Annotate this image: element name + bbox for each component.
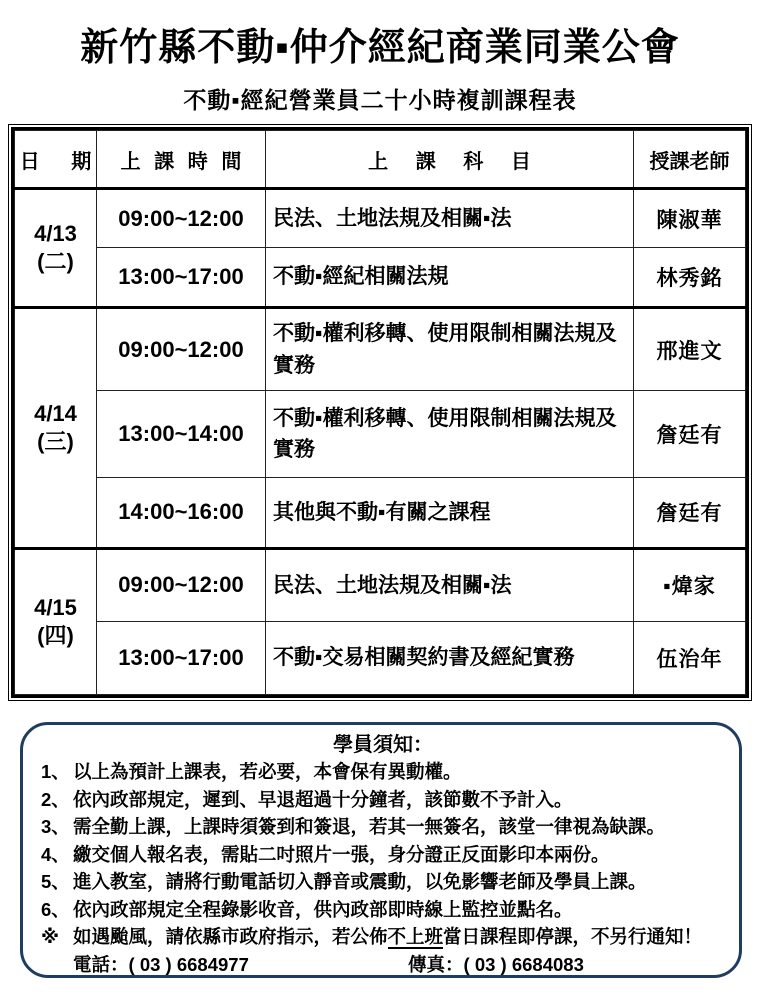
course-row bbox=[15, 391, 746, 478]
column-header-time: 上 課 時 間 bbox=[97, 131, 266, 189]
time-cell: 14:00~16:00 bbox=[97, 477, 266, 548]
course-row bbox=[15, 548, 746, 621]
teacher-cell: 邢進文 bbox=[634, 307, 746, 390]
teacher-cell: 林秀銘 bbox=[634, 248, 746, 307]
notice-item-number: 5、 bbox=[41, 871, 70, 892]
teacher-cell: 陳淑華 bbox=[634, 189, 746, 248]
table-header-row bbox=[15, 131, 746, 189]
notice-item bbox=[41, 896, 725, 924]
subject-cell: 不動▪經紀相關法規 bbox=[266, 248, 634, 307]
fax-label: 傳真： bbox=[408, 953, 464, 975]
notice-item-text: 以上為預計上課表，若必要，本會保有異動權。 bbox=[73, 761, 462, 782]
time-cell: 09:00~12:00 bbox=[97, 548, 266, 621]
notice-item-text: 進入教室，請將行動電話切入靜音或震動，以免影響老師及學員上課。 bbox=[73, 871, 647, 892]
date-cell bbox=[15, 189, 97, 308]
notice-item bbox=[41, 758, 725, 786]
teacher-cell: 詹廷有 bbox=[634, 477, 746, 548]
student-notice-box bbox=[20, 722, 742, 978]
weekday-value: (四) bbox=[37, 622, 74, 648]
column-header-date: 日 期 bbox=[15, 131, 97, 189]
notice-item-number: 4、 bbox=[41, 843, 70, 865]
date-value: 4/13 bbox=[34, 221, 77, 247]
page-title: 新竹縣不動▪仲介經紀商業同業公會 bbox=[80, 27, 680, 69]
time-cell: 13:00~17:00 bbox=[97, 621, 266, 694]
teacher-cell: 詹廷有 bbox=[634, 391, 746, 478]
teacher-cell: 伍治年 bbox=[634, 621, 746, 694]
subject-cell: 不動▪權利移轉、使用限制相關法規及實務 bbox=[266, 391, 634, 478]
course-row bbox=[15, 477, 746, 548]
underlined-text: 不上班 bbox=[387, 926, 444, 947]
notice-title: 學員須知： bbox=[333, 734, 433, 756]
date-cell bbox=[15, 307, 97, 548]
subject-cell: 民法、土地法規及相關▪法 bbox=[266, 548, 634, 621]
subject-cell: 民法、土地法規及相關▪法 bbox=[266, 189, 634, 248]
page-subtitle: 不動▪經紀營業員二十小時複訓課程表 bbox=[183, 87, 577, 113]
notice-item-text: 依內政部規定，遲到、早退超過十分鐘者，該節數不予計入。 bbox=[73, 788, 573, 810]
notice-item-number: 2、 bbox=[41, 788, 70, 810]
time-cell: 09:00~12:00 bbox=[97, 189, 266, 248]
weekday-value: (三) bbox=[37, 428, 74, 454]
phone-label: 電話： bbox=[73, 953, 129, 975]
notice-item bbox=[41, 923, 725, 951]
contact-line bbox=[73, 951, 725, 979]
time-cell: 09:00~12:00 bbox=[97, 307, 266, 390]
schedule-table-frame bbox=[8, 124, 752, 701]
notice-item-number: 6、 bbox=[41, 898, 70, 920]
notice-item bbox=[41, 868, 725, 896]
notice-item-text: 依內政部規定全程錄影收音，供內政部即時線上監控並點名。 bbox=[73, 898, 573, 920]
notice-item bbox=[41, 786, 725, 814]
notice-item-text: 需全勤上課，上課時須簽到和簽退，若其一無簽名，該堂一律視為缺課。 bbox=[73, 816, 666, 837]
notice-item-list bbox=[41, 758, 725, 951]
subject-cell: 其他與不動▪有關之課程 bbox=[266, 477, 634, 548]
time-cell: 13:00~14:00 bbox=[97, 391, 266, 478]
notice-item-number: ※ bbox=[41, 926, 59, 947]
course-row bbox=[15, 621, 746, 694]
date-cell bbox=[15, 548, 97, 694]
notice-item bbox=[41, 813, 725, 841]
notice-item-number: 1、 bbox=[41, 761, 70, 782]
subject-cell: 不動▪權利移轉、使用限制相關法規及實務 bbox=[266, 307, 634, 390]
teacher-cell: ▪煒家 bbox=[634, 548, 746, 621]
phone-number: ( 03 ) 6684977 bbox=[128, 953, 249, 975]
column-header-subject: 上 課 科 目 bbox=[266, 131, 634, 189]
notice-item bbox=[41, 841, 725, 869]
notice-item-number: 3、 bbox=[41, 816, 70, 837]
course-row bbox=[15, 189, 746, 248]
fax-number: ( 03 ) 6684083 bbox=[463, 953, 584, 975]
column-header-teacher: 授課老師 bbox=[634, 131, 746, 189]
date-value: 4/15 bbox=[34, 595, 77, 621]
course-schedule-table bbox=[14, 130, 746, 695]
fax-entry bbox=[408, 951, 725, 979]
phone-entry bbox=[73, 951, 408, 979]
time-cell: 13:00~17:00 bbox=[97, 248, 266, 307]
course-row bbox=[15, 307, 746, 390]
weekday-value: (二) bbox=[37, 248, 74, 274]
notice-item-text: 如遇颱風，請依縣市政府指示，若公佈不上班當日課程即停課，不另行通知！ bbox=[73, 926, 703, 947]
subject-cell: 不動▪交易相關契約書及經紀實務 bbox=[266, 621, 634, 694]
course-row bbox=[15, 248, 746, 307]
date-value: 4/14 bbox=[34, 401, 77, 427]
schedule-table-border bbox=[11, 127, 749, 698]
notice-item-text: 繳交個人報名表，需貼二吋照片一張，身分證正反面影印本兩份。 bbox=[73, 843, 610, 865]
